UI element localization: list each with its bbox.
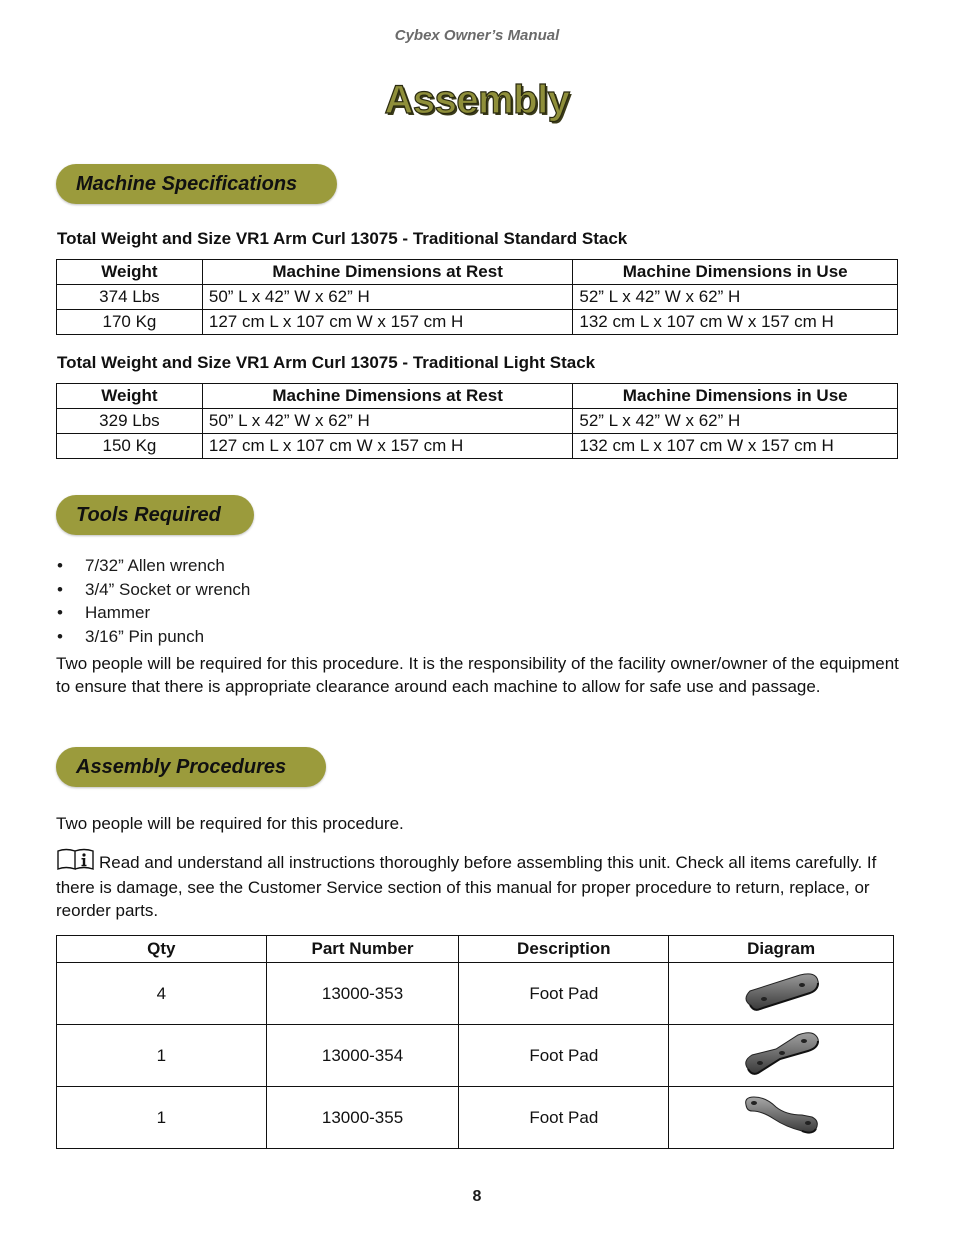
section-heading-label: Tools Required (76, 503, 221, 526)
spec-table-standard (56, 259, 898, 335)
bullet: • (57, 579, 63, 599)
table-cell: 50” L x 42” W x 62” H (202, 285, 573, 310)
spec-table-light (56, 383, 898, 459)
column-header: Machine Dimensions in Use (573, 260, 898, 285)
list-item (57, 625, 250, 649)
table-cell: 127 cm L x 107 cm W x 157 cm H (202, 434, 573, 459)
table-row (57, 285, 898, 310)
running-header: Cybex Owner’s Manual (394, 27, 560, 44)
section-heading-tools-required (56, 495, 254, 535)
list-item (57, 554, 250, 578)
spec-table-caption-light: Total Weight and Size VR1 Arm Curl 13075 - Traditional Light Stack (57, 353, 596, 372)
manual-info-icon (56, 848, 96, 876)
column-header: Machine Dimensions at Rest (202, 260, 573, 285)
table-cell: 52” L x 42” W x 62” H (573, 285, 898, 310)
table-cell-part-number: 13000-353 (266, 963, 459, 1025)
table-cell-part-number: 13000-354 (266, 1025, 459, 1087)
list-item-text: 3/4” Socket or wrench (85, 579, 251, 599)
table-cell: 150 Kg (57, 434, 203, 459)
table-cell-qty: 1 (57, 1025, 267, 1087)
section-heading-machine-specifications (56, 164, 337, 204)
table-row (57, 1025, 894, 1087)
foot-pad-angled-icon (736, 1027, 826, 1079)
procedures-intro: Two people will be required for this procedure. (56, 814, 404, 833)
page-number: 8 (472, 1188, 482, 1205)
column-header: Machine Dimensions in Use (573, 384, 898, 409)
table-row (57, 1087, 894, 1149)
column-header: Part Number (266, 936, 459, 963)
tools-list (57, 554, 250, 648)
table-header-row (57, 260, 898, 285)
table-cell: 52” L x 42” W x 62” H (573, 409, 898, 434)
table-cell-description: Foot Pad (459, 1025, 669, 1087)
table-cell-description: Foot Pad (459, 963, 669, 1025)
read-instructions-note (56, 848, 906, 922)
table-cell: 132 cm L x 107 cm W x 157 cm H (573, 310, 898, 335)
table-cell-diagram (669, 963, 894, 1025)
table-row (57, 310, 898, 335)
bullet: • (57, 626, 63, 646)
column-header: Machine Dimensions at Rest (202, 384, 573, 409)
list-item (57, 578, 250, 602)
bullet: • (57, 603, 63, 622)
column-header: Weight (57, 260, 203, 285)
tools-note: Two people will be required for this procedure. It is the responsibility of the facility owner/owner of the equipment to ensure that there is appropriate clearance around each machine to allow for safe use and passage. (56, 654, 899, 696)
table-cell: 329 Lbs (57, 409, 203, 434)
table-cell-qty: 4 (57, 963, 267, 1025)
list-item-text: Hammer (85, 603, 151, 622)
table-cell: 132 cm L x 107 cm W x 157 cm H (573, 434, 898, 459)
table-row (57, 963, 894, 1025)
list-item-text: 3/16” Pin punch (85, 626, 205, 646)
table-cell: 170 Kg (57, 310, 203, 335)
table-cell: 127 cm L x 107 cm W x 157 cm H (202, 310, 573, 335)
read-note-text: Read and understand all instructions thoroughly before assembling this unit. Check all items carefully. If there is damage, see the Customer Service section of this manual for proper procedure to return, replace, or reorder parts. (56, 853, 877, 920)
list-item-text: 7/32” Allen wrench (85, 556, 225, 575)
foot-pad-curved-icon (736, 1089, 826, 1141)
parts-table (56, 935, 894, 1149)
page-title: Assembly (384, 78, 570, 122)
section-heading-label: Machine Specifications (76, 172, 298, 195)
column-header: Weight (57, 384, 203, 409)
table-row (57, 409, 898, 434)
table-cell: 50” L x 42” W x 62” H (202, 409, 573, 434)
list-item (57, 601, 250, 625)
table-cell-diagram (669, 1087, 894, 1149)
table-header-row (57, 936, 894, 963)
column-header: Diagram (669, 936, 894, 963)
table-header-row (57, 384, 898, 409)
section-heading-label: Assembly Procedures (76, 755, 287, 778)
spec-table-caption-standard: Total Weight and Size VR1 Arm Curl 13075 - Traditional Standard Stack (57, 229, 628, 248)
table-row (57, 434, 898, 459)
column-header: Description (459, 936, 669, 963)
column-header: Qty (57, 936, 267, 963)
table-cell-part-number: 13000-355 (266, 1087, 459, 1149)
foot-pad-oval-icon (736, 965, 826, 1017)
section-heading-assembly-procedures (56, 747, 326, 787)
table-cell-qty: 1 (57, 1087, 267, 1149)
bullet: • (57, 556, 63, 575)
table-cell-diagram (669, 1025, 894, 1087)
table-cell-description: Foot Pad (459, 1087, 669, 1149)
table-cell: 374 Lbs (57, 285, 203, 310)
